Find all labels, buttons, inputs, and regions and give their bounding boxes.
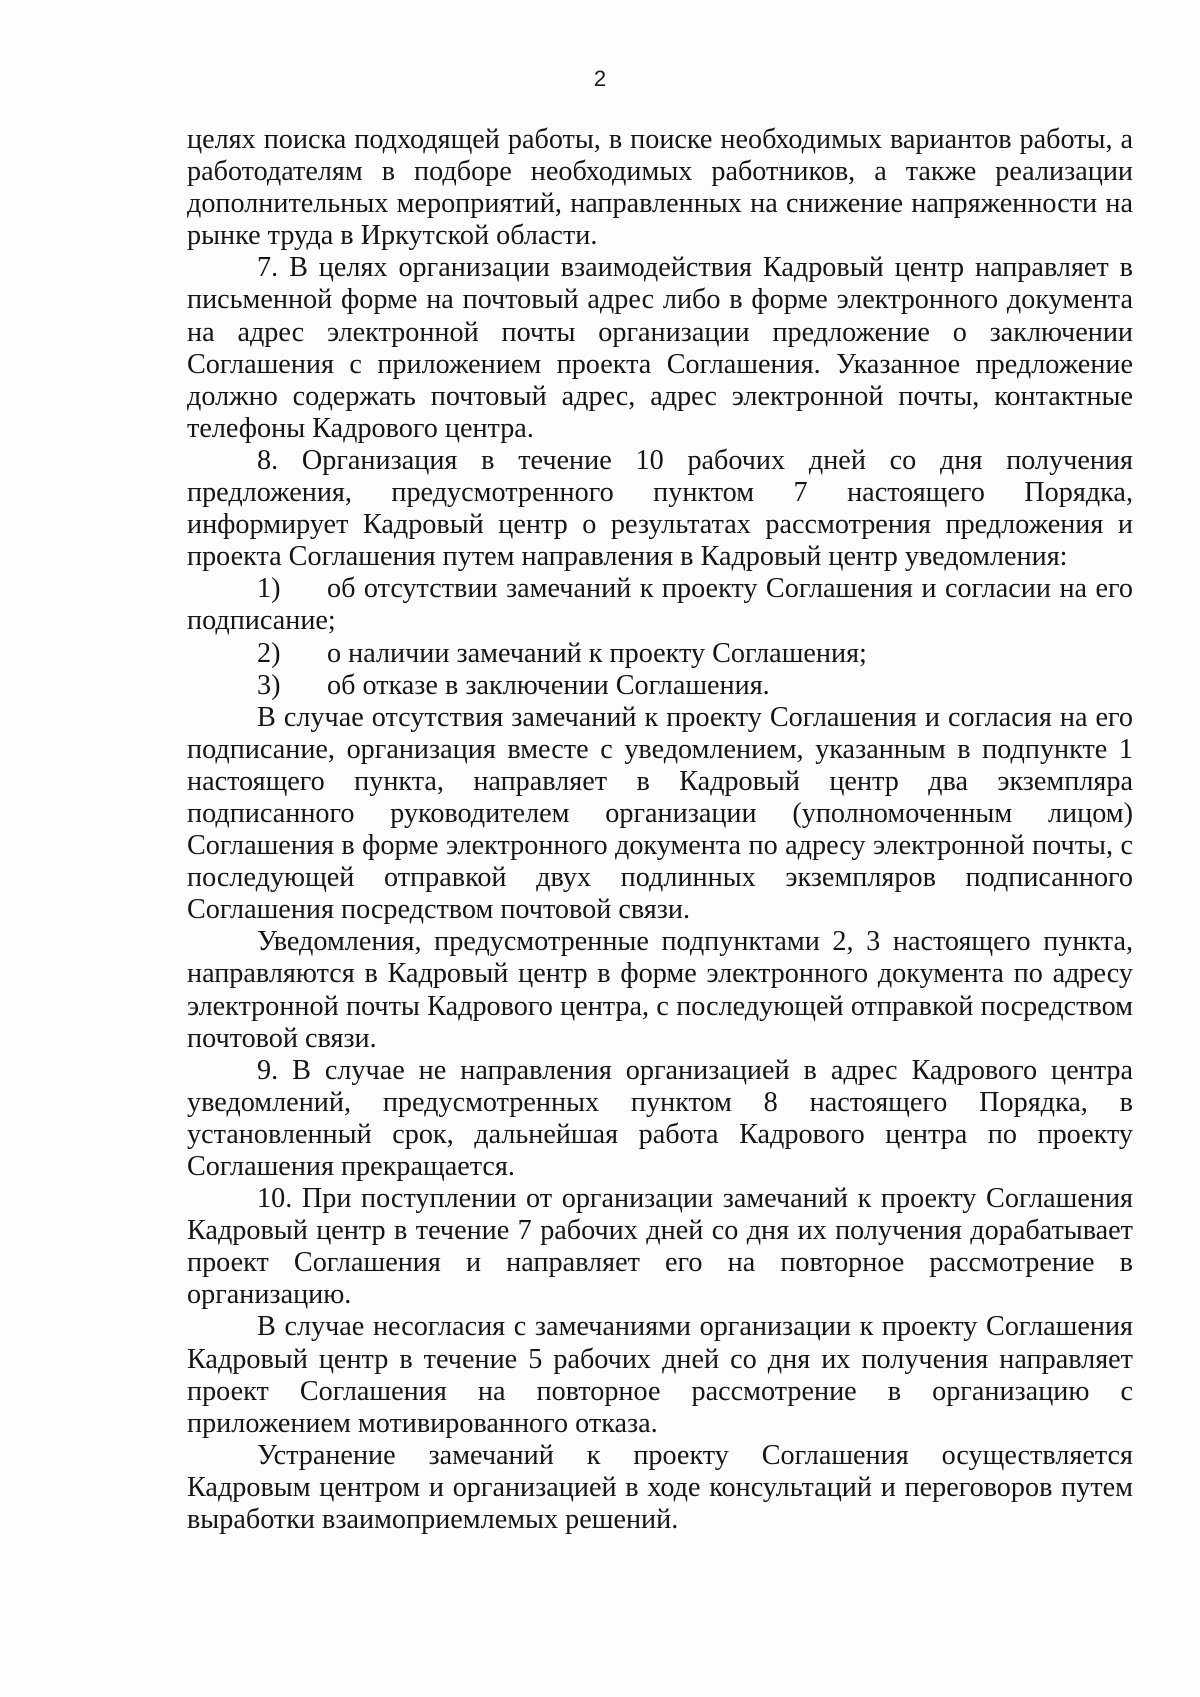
- list-item-text: об отсутствии замечаний к проекту Соглашения и согласии на его подписание;: [187, 573, 1133, 637]
- list-item: [187, 670, 1133, 702]
- paragraph-item-10: 10. При поступлении от организации замечаний к проекту Соглашения Кадровый центр в течение 7 рабочих дней со дня их получения дорабатывает проект Соглашения и направляет его на повторное рассмотрение в организацию.: [187, 1183, 1133, 1311]
- list-item: [187, 573, 1133, 637]
- list-item: [187, 638, 1133, 670]
- list-item-text: о наличии замечаний к проекту Соглашения;: [327, 637, 867, 669]
- paragraph-elimination: Устранение замечаний к проекту Соглашения осуществляется Кадровым центром и организацией в ходе консультаций и переговоров путем выработки взаимоприемлемых решений.: [187, 1439, 1133, 1536]
- list-item-number: 3): [257, 669, 281, 701]
- list-item-number: 1): [257, 573, 281, 605]
- paragraph-continuation: целях поиска подходящей работы, в поиске необходимых вариантов работы, а работодателям в подборе необходимых работников, а также реализации дополнительных мероприятий, направленных на снижение напряженности на рынке труда в Иркутской области.: [187, 124, 1133, 252]
- document-body: [187, 124, 1133, 1536]
- paragraph-no-remarks: В случае отсутствия замечаний к проекту Соглашения и согласия на его подписание, организация вместе с уведомлением, указанным в подпункте 1 настоящего пункта, направляет в Кадровый центр два экземпляра подписанного руководителем организации (уполномоченным лицом) Соглашения в форме электронного документа по адресу электронной почты, с последующей отправкой двух подлинных экземпляров подписанного Соглашения посредством почтовой связи.: [187, 701, 1133, 926]
- list-item-number: 2): [257, 637, 281, 669]
- paragraph-disagreement: В случае несогласия с замечаниями организации к проекту Соглашения Кадровый центр в течение 5 рабочих дней со дня их получения направляет проект Соглашения на повторное рассмотрение в организацию с приложением мотивированного отказа.: [187, 1311, 1133, 1439]
- paragraph-item-9: 9. В случае не направления организацией в адрес Кадрового центра уведомлений, предусмотренных пунктом 8 настоящего Порядка, в установленный срок, дальнейшая работа Кадрового центра по проекту Соглашения прекращается.: [187, 1054, 1133, 1182]
- page-number: 2: [593, 66, 607, 91]
- list-item-text: об отказе в заключении Соглашения.: [327, 669, 770, 701]
- paragraph-item-7: 7. В целях организации взаимодействия Кадровый центр направляет в письменной форме на почтовый адрес либо в форме электронного документа на адрес электронной почты организации предложение о заключении Соглашения с приложением проекта Соглашения. Указанное предложение должно содержать почтовый адрес, адрес электронной почты, контактные телефоны Кадрового центра.: [187, 252, 1133, 444]
- paragraph-item-8: 8. Организация в течение 10 рабочих дней со дня получения предложения, предусмотренного пунктом 7 настоящего Порядка, информирует Кадровый центр о результатах рассмотрения предложения и проекта Соглашения путем направления в Кадровый центр уведомления:: [187, 444, 1133, 573]
- paragraph-notifications: Уведомления, предусмотренные подпунктами 2, 3 настоящего пункта, направляются в Кадровый центр в форме электронного документа по адресу электронной почты Кадрового центра, с последующей отправкой посредством почтовой связи.: [187, 926, 1133, 1054]
